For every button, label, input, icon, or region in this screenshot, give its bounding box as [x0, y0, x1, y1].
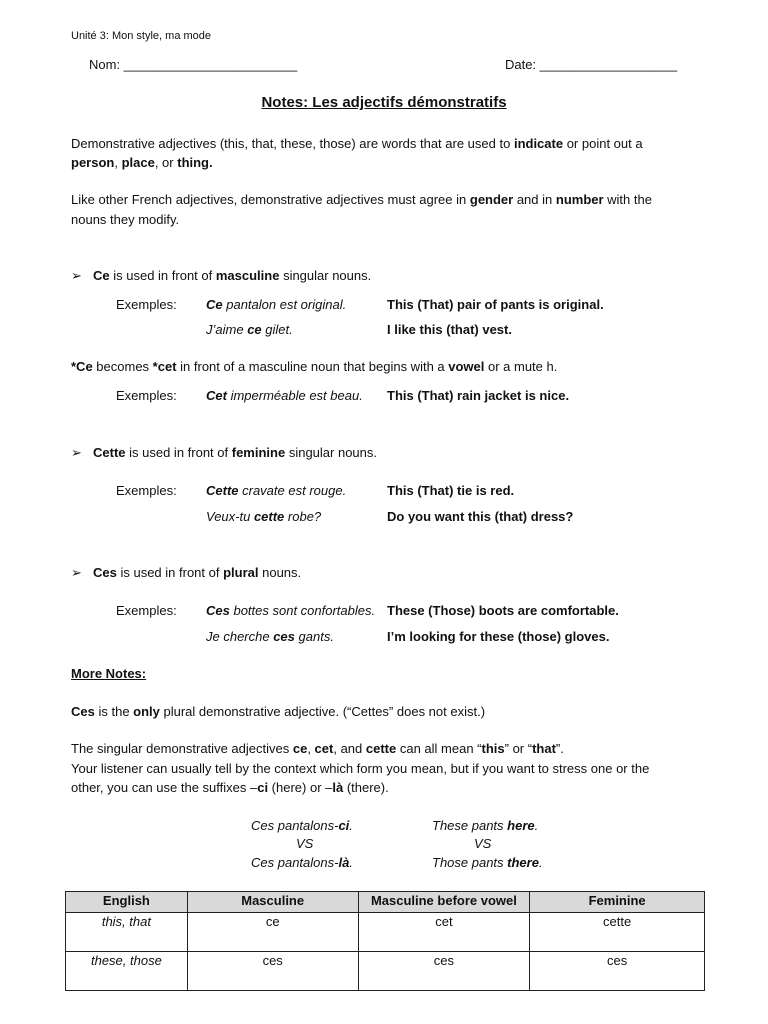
bullet-arrow-icon: ➢	[71, 565, 82, 580]
text-span: ci	[338, 818, 350, 833]
table-cell: cet	[358, 913, 530, 952]
text-span: imperméable est beau.	[226, 388, 363, 403]
ces-rule	[93, 565, 301, 581]
text-span: Cette	[206, 483, 239, 498]
text-span: bottes sont confortables.	[229, 603, 376, 618]
keyword-number: number	[555, 192, 604, 207]
page-title: Notes: Les adjectifs démonstratifs	[261, 94, 507, 111]
text-span: ce	[247, 322, 262, 337]
text-span: Do you want this (that) dress?	[387, 509, 574, 524]
text-span: cette	[365, 741, 397, 756]
text-span: Demonstrative adjectives (this, that, these, those) are words that are used to	[71, 136, 514, 151]
text-span: ”.	[555, 741, 564, 756]
text-span: Ces	[206, 603, 230, 618]
suffix-example-fr-ci	[251, 818, 353, 834]
text-span: becomes	[92, 359, 153, 374]
keyword-ces: Ces	[93, 565, 117, 580]
text-span: Veux-tu	[206, 509, 254, 524]
text-span: is used in front of	[116, 565, 224, 580]
listener-note: Your listener can usually tell by the context which form you mean, but if you want to stress one or the	[71, 761, 650, 776]
text-span: *cet	[152, 359, 177, 374]
text-span: cet	[314, 741, 334, 756]
suffix-example-en-here	[432, 818, 538, 834]
cet-example-en	[387, 388, 569, 404]
keyword-plural: plural	[223, 565, 259, 580]
text-span: J’aime	[206, 322, 248, 337]
keyword-indicate: indicate	[513, 136, 564, 151]
ces-example-1-en	[387, 603, 619, 619]
table-cell: ces	[358, 952, 530, 991]
text-span: The singular demonstrative adjectives	[71, 741, 293, 756]
text-span: gants.	[294, 629, 334, 644]
text-span: ” or “	[504, 741, 533, 756]
text-span: is the	[94, 704, 134, 719]
demonstrative-summary-table	[65, 891, 705, 991]
text-span: *Ce	[71, 359, 93, 374]
intro-paragraph-2-line-2: nouns they modify.	[71, 212, 180, 227]
intro-paragraph-2-line-1	[71, 192, 652, 208]
text-span: .	[209, 155, 213, 170]
table-cell: this, that	[66, 913, 188, 952]
text-span: These (Those) boots are comfortable.	[387, 603, 619, 618]
ce-example-1-en	[387, 297, 604, 313]
text-span: gilet.	[261, 322, 293, 337]
cette-example-2-fr	[206, 509, 321, 525]
cet-rule	[71, 359, 557, 375]
singular-note	[71, 741, 564, 757]
table-header-cell: Masculine	[187, 892, 358, 913]
keyword-place: place	[121, 155, 155, 170]
text-span: nouns.	[258, 565, 302, 580]
vs-label-left	[296, 836, 313, 852]
bullet-arrow-icon: ➢	[71, 445, 82, 460]
text-span: with the	[603, 192, 652, 207]
text-span: robe?	[284, 509, 322, 524]
text-span: (there).	[343, 780, 389, 795]
name-field-label: Nom: ________________________	[89, 57, 298, 72]
text-span: I’m looking for these (those) gloves.	[387, 629, 610, 644]
text-span: This (That) pair of pants is original.	[387, 297, 604, 312]
text-span: cette	[253, 509, 285, 524]
text-span: here	[507, 818, 535, 833]
text-span: VS	[474, 836, 492, 851]
ces-example-2-fr	[206, 629, 334, 645]
text-span: other, you can use the suffixes –	[71, 780, 258, 795]
cette-example-1-en	[387, 483, 514, 499]
bullet-arrow-icon: ➢	[71, 268, 82, 283]
text-span: ,	[114, 155, 122, 170]
text-span: or a mute h.	[484, 359, 558, 374]
text-span: pantalon est original.	[222, 297, 347, 312]
table-header-row	[66, 892, 705, 913]
ce-rule	[93, 268, 371, 284]
text-span: .	[349, 855, 353, 870]
text-span: This (That) rain jacket is nice.	[387, 388, 570, 403]
keyword-cette: Cette	[93, 445, 126, 460]
text-span: These pants	[432, 818, 508, 833]
text-span: VS	[296, 836, 314, 851]
text-span: singular nouns.	[279, 268, 372, 283]
date-field-label: Date: ___________________	[505, 57, 678, 72]
unit-label: Unité 3: Mon style, ma mode	[71, 30, 212, 42]
text-span: là	[338, 855, 350, 870]
ce-example-2-fr	[206, 322, 293, 338]
intro-paragraph-1-line-1	[71, 136, 643, 152]
keyword-ce: Ce	[93, 268, 110, 283]
text-span: ci	[257, 780, 269, 795]
text-span: Those pants	[432, 855, 508, 870]
ces-example-2-en	[387, 629, 609, 645]
table-cell: cette	[530, 913, 705, 952]
table-header-cell: Feminine	[530, 892, 705, 913]
suffix-example-fr-la	[251, 855, 353, 871]
text-span: that	[532, 741, 556, 756]
examples-label: Exemples:	[116, 483, 177, 498]
text-span: ,	[307, 741, 315, 756]
ce-example-2-en	[387, 322, 512, 338]
keyword-person: person	[71, 155, 115, 170]
keyword-vowel: vowel	[448, 359, 485, 374]
text-span: can all mean “	[396, 741, 482, 756]
text-span: .	[349, 818, 353, 833]
text-span: Je cherche	[206, 629, 274, 644]
text-span: is used in front of	[109, 268, 216, 283]
text-span: Like other French adjectives, demonstrative adjectives must agree in	[71, 192, 470, 207]
cette-rule	[93, 445, 377, 461]
examples-label: Exemples:	[116, 388, 177, 403]
cette-example-2-en	[387, 509, 573, 525]
examples-label: Exemples:	[116, 297, 177, 312]
text-span: ces	[273, 629, 295, 644]
text-span: là	[332, 780, 344, 795]
table-cell: these, those	[66, 952, 188, 991]
keyword-gender: gender	[469, 192, 514, 207]
ces-only-note	[71, 704, 485, 720]
text-span: Cet	[206, 388, 227, 403]
table-header-cell: Masculine before vowel	[358, 892, 530, 913]
cette-example-1-fr	[206, 483, 346, 499]
examples-label: Exemples:	[116, 603, 177, 618]
keyword-feminine: feminine	[231, 445, 286, 460]
text-span: Ces pantalons-	[251, 818, 339, 833]
ces-example-1-fr	[206, 603, 375, 619]
table-cell: ces	[530, 952, 705, 991]
text-span: cravate est rouge.	[238, 483, 347, 498]
text-span: .	[534, 818, 539, 833]
text-span: Ces pantalons-	[251, 855, 339, 870]
suffix-note	[71, 780, 389, 796]
text-span: , and	[333, 741, 366, 756]
table-row	[66, 913, 705, 952]
text-span: and in	[513, 192, 556, 207]
text-span: I like this (that) vest.	[387, 322, 512, 337]
cet-example-fr	[206, 388, 363, 404]
text-span: , or	[154, 155, 178, 170]
text-span: or point out a	[563, 136, 643, 151]
keyword-masculine: masculine	[215, 268, 280, 283]
text-span: this	[481, 741, 505, 756]
keyword-only: only	[133, 704, 160, 719]
text-span: This (That) tie is red.	[387, 483, 515, 498]
ce-example-1-fr	[206, 297, 346, 313]
more-notes-heading: More Notes:	[71, 666, 147, 681]
table-row	[66, 952, 705, 991]
vs-label-right	[474, 836, 491, 852]
text-span: there	[507, 855, 539, 870]
text-span: Ce	[206, 297, 223, 312]
keyword-thing: thing	[177, 155, 209, 170]
text-span: .	[538, 855, 543, 870]
table-header-cell: English	[66, 892, 188, 913]
text-span: plural demonstrative adjective. (“Cettes” does not exist.)	[159, 704, 486, 719]
text-span: in front of a masculine noun that begins with a	[176, 359, 449, 374]
text-span: ce	[292, 741, 308, 756]
text-span: (here) or –	[268, 780, 333, 795]
intro-paragraph-1-line-2	[71, 155, 213, 171]
text-span: singular nouns.	[285, 445, 377, 460]
text-span: Ces	[71, 704, 95, 719]
table-cell: ces	[187, 952, 358, 991]
suffix-example-en-there	[432, 855, 543, 871]
text-span: is used in front of	[125, 445, 232, 460]
table-cell: ce	[187, 913, 358, 952]
